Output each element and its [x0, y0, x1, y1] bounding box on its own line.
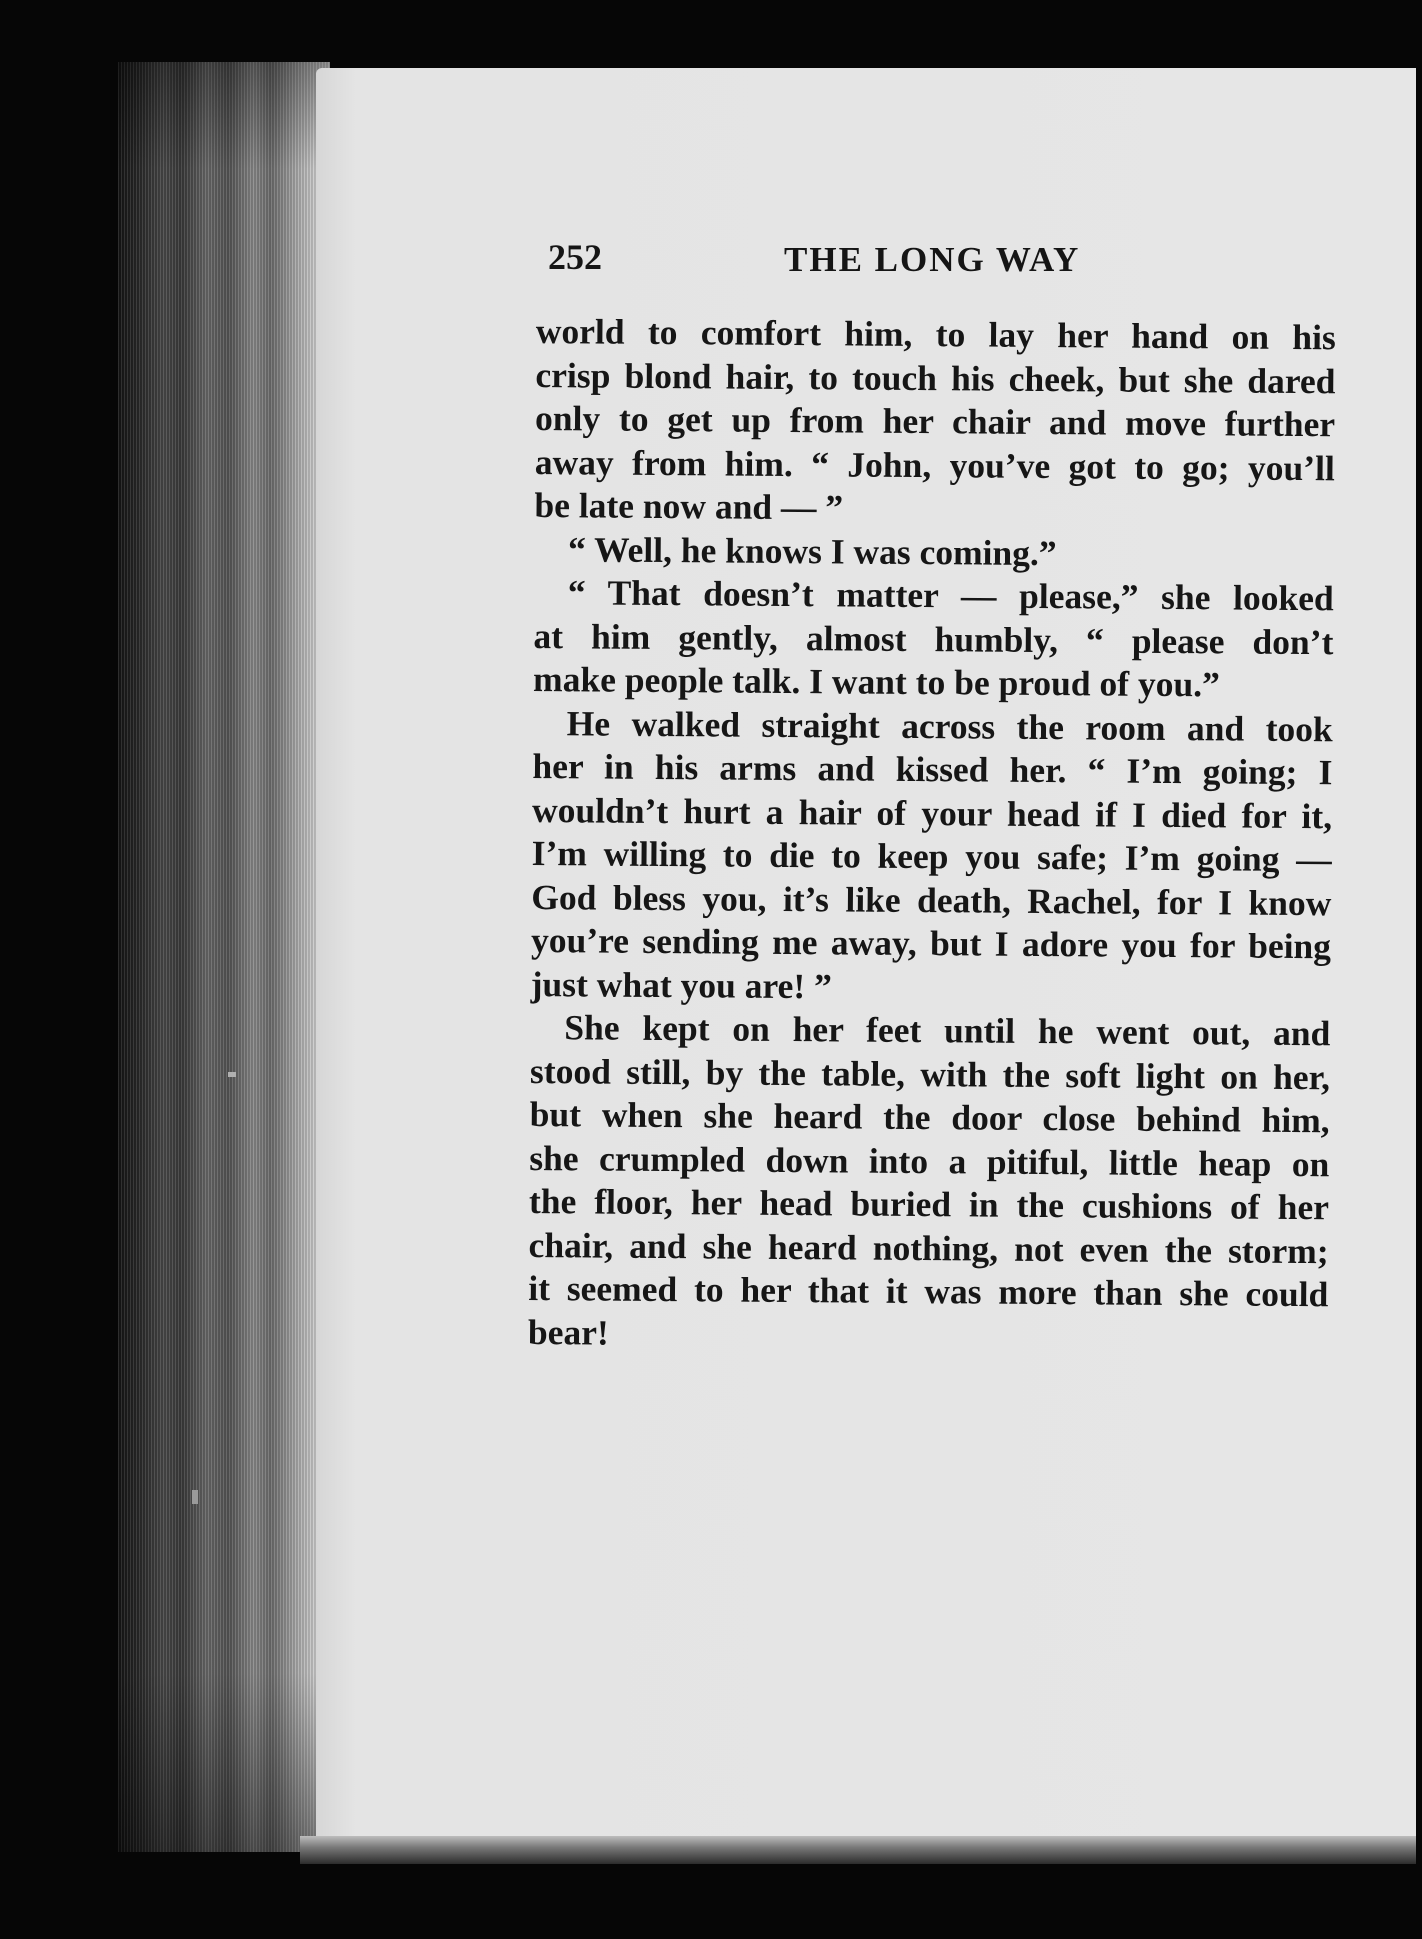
text-line: God bless you, it’s like death, Rachel, for I know [531, 876, 1332, 923]
text-line: be late now and — ” [534, 484, 844, 528]
text-line: stood still, by the table, with the soft light on her, [529, 1050, 1331, 1097]
scan-speck [192, 1490, 198, 1504]
text-line: crisp blond hair, to touch his cheek, but she dared [535, 354, 1336, 401]
text-line: “ Well, he knows I was coming.” [567, 528, 1057, 573]
text-line: chair, and she heard nothing, not even the storm; [528, 1224, 1329, 1271]
text-line: wouldn’t hurt a hair of your head if I died for it, [531, 789, 1333, 836]
text-line: it seemed to her that it was more than she could [528, 1267, 1329, 1315]
running-header [548, 236, 1108, 288]
text-line: bear! [527, 1311, 609, 1353]
fore-edge-shadow [118, 62, 330, 1852]
text-line: away from him. “ John, you’ve got to go; you’ll [534, 441, 1335, 488]
text-line: “ That doesn’t matter — please,” she looked [567, 572, 1334, 619]
text-line: only to get up from her chair and move further [534, 397, 1336, 445]
text-line: world to comfort him, to lay her hand on his [535, 310, 1336, 358]
text-line: the floor, her head buried in the cushions of her [528, 1180, 1330, 1228]
text-line: just what you are! ” [530, 963, 832, 1006]
text-line: He walked straight across the room and took [566, 702, 1333, 749]
text-line: her in his arms and kissed her. “ I’m going; I [532, 745, 1333, 793]
text-line: She kept on her feet until he went out, and [564, 1007, 1331, 1054]
running-title: THE LONG WAY [784, 240, 1081, 279]
text-line: you’re sending me away, but I adore you for being [530, 919, 1332, 967]
scan-speck [228, 1072, 236, 1077]
text-line: she crumpled down into a pitiful, little heap on [529, 1137, 1330, 1184]
text-line: I’m willing to die to keep you safe; I’m going — [531, 832, 1332, 880]
text-line: but when she heard the door close behind him, [529, 1093, 1330, 1141]
body-text [528, 310, 1336, 1360]
text-line: at him gently, almost humbly, “ please don’t [533, 615, 1334, 662]
page-bottom-edge [300, 1836, 1416, 1864]
text-line: make people talk. I want to be proud of you.” [532, 658, 1220, 705]
page-number: 252 [548, 237, 602, 277]
